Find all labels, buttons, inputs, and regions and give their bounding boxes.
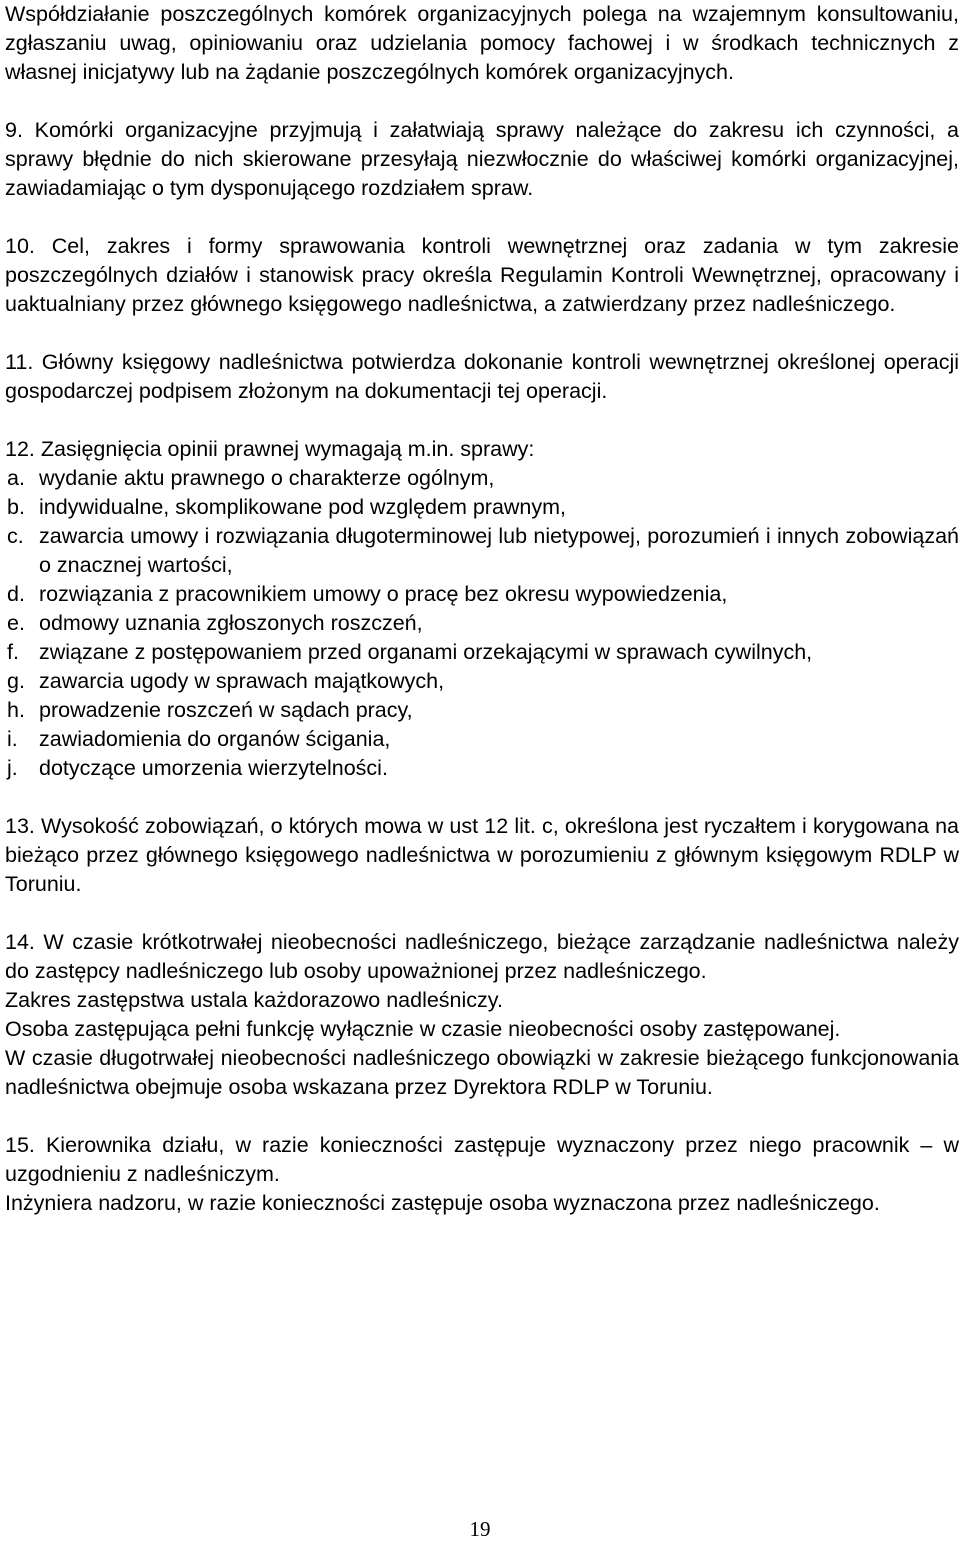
paragraph-intro: Współdziałanie poszczególnych komórek organizacyjnych polega na wzajemnym konsultowaniu, zgłaszaniu uwag, opiniowaniu oraz udzielania pomocy fachowej i w środkach technicznych z własnej inicjatywy lub na żądanie poszczególnych komórek organizacyjnych. (5, 2, 959, 84)
paragraph-14-long-absence: W czasie długotrwałej nieobecności nadleśniczego obowiązki w zakresie bieżącego funkcjonowania nadleśnictwa obejmuje osoba wskazana przez Dyrektora RDLP w Toruniu. (5, 1046, 959, 1099)
list-item (5, 696, 959, 725)
list-item-letter: g. (7, 669, 25, 693)
list-item-text: związane z postępowaniem przed organami orzekającymi w sprawach cywilnych, (39, 640, 813, 664)
list-item-text: prowadzenie roszczeń w sądach pracy, (39, 698, 413, 722)
list-item (5, 754, 959, 783)
list-item (5, 638, 959, 667)
list-item-text: odmowy uznania zgłoszonych roszczeń, (39, 611, 423, 635)
list-item-letter: e. (7, 611, 25, 635)
page-number: 19 (469, 1517, 491, 1541)
paragraph-14-substitute: Osoba zastępująca pełni funkcję wyłącznie w czasie nieobecności osoby zastępowanej. (5, 1017, 841, 1041)
list-item-letter: f. (7, 640, 19, 664)
list-item-text: dotyczące umorzenia wierzytelności. (39, 756, 388, 780)
list-item-text: zawiadomienia do organów ścigania, (39, 727, 391, 751)
paragraph-9: 9. Komórki organizacyjne przyjmują i załatwiają sprawy należące do zakresu ich czynności, a sprawy błędnie do nich skierowane przesyłają niezwłocznie do właściwej komórki organizacyjnej, zawiadamiając o tym dysponującego rozdziałem spraw. (5, 118, 959, 200)
paragraph-10: 10. Cel, zakres i formy sprawowania kontroli wewnętrznej oraz zadania w tym zakresie poszczególnych działów i stanowisk pracy określa Regulamin Kontroli Wewnętrznej, opracowany i uaktualniany przez głównego księgowego nadleśnictwa, a zatwierdzany przez nadleśniczego. (5, 234, 959, 316)
paragraph-13: 13. Wysokość zobowiązań, o których mowa w ust 12 lit. c, określona jest ryczałtem i korygowana na bieżąco przez głównego księgowego nadleśnictwa w porozumieniu z głównym księgowym RDLP w Toruniu. (5, 814, 959, 896)
list-item-letter: j. (7, 756, 18, 780)
paragraph-11: 11. Główny księgowy nadleśnictwa potwierdza dokonanie kontroli wewnętrznej określonej operacji gospodarczej podpisem złożonym na dokumentacji tej operacji. (5, 350, 959, 403)
paragraph-15-main: 15. Kierownika działu, w razie konieczności zastępuje wyznaczony przez niego pracownik – w uzgodnieniu z nadleśniczym. (5, 1133, 959, 1186)
paragraph-14-scope: Zakres zastępstwa ustala każdorazowo nadleśniczy. (5, 988, 503, 1012)
list-item-text: rozwiązania z pracownikiem umowy o pracę bez okresu wypowiedzenia, (39, 582, 728, 606)
list-item-text: zawarcia umowy i rozwiązania długoterminowej lub nietypowej, porozumień i innych zobowiązań o znacznej wartości, (39, 524, 959, 577)
list-item-letter: c. (7, 524, 24, 548)
list-item (5, 522, 959, 580)
paragraph-14-main: 14. W czasie krótkotrwałej nieobecności nadleśniczego, bieżące zarządzanie nadleśnictwa należy do zastępcy nadleśniczego lub osoby upoważnionej przez nadleśniczego. (5, 930, 959, 983)
paragraph-15-engineer: Inżyniera nadzoru, w razie konieczności zastępuje osoba wyznaczona przez nadleśniczego. (5, 1191, 880, 1215)
list-item-text: zawarcia ugody w sprawach majątkowych, (39, 669, 445, 693)
list-item (5, 725, 959, 754)
list-item-letter: i. (7, 727, 18, 751)
list-item (5, 667, 959, 696)
list-item (5, 464, 959, 493)
list-item-text: wydanie aktu prawnego o charakterze ogólnym, (39, 466, 495, 490)
list-item-letter: h. (7, 698, 25, 722)
paragraph-12: 12. Zasięgnięcia opinii prawnej wymagają m.in. sprawy: (5, 437, 535, 461)
list-item-letter: a. (7, 466, 25, 490)
list-item-letter: d. (7, 582, 25, 606)
list-item (5, 493, 959, 522)
document-body (5, 0, 959, 1218)
list-item (5, 609, 959, 638)
list-item-text: indywidualne, skomplikowane pod względem prawnym, (39, 495, 567, 519)
list-item-letter: b. (7, 495, 25, 519)
paragraph-12-list (5, 464, 959, 783)
list-item (5, 580, 959, 609)
